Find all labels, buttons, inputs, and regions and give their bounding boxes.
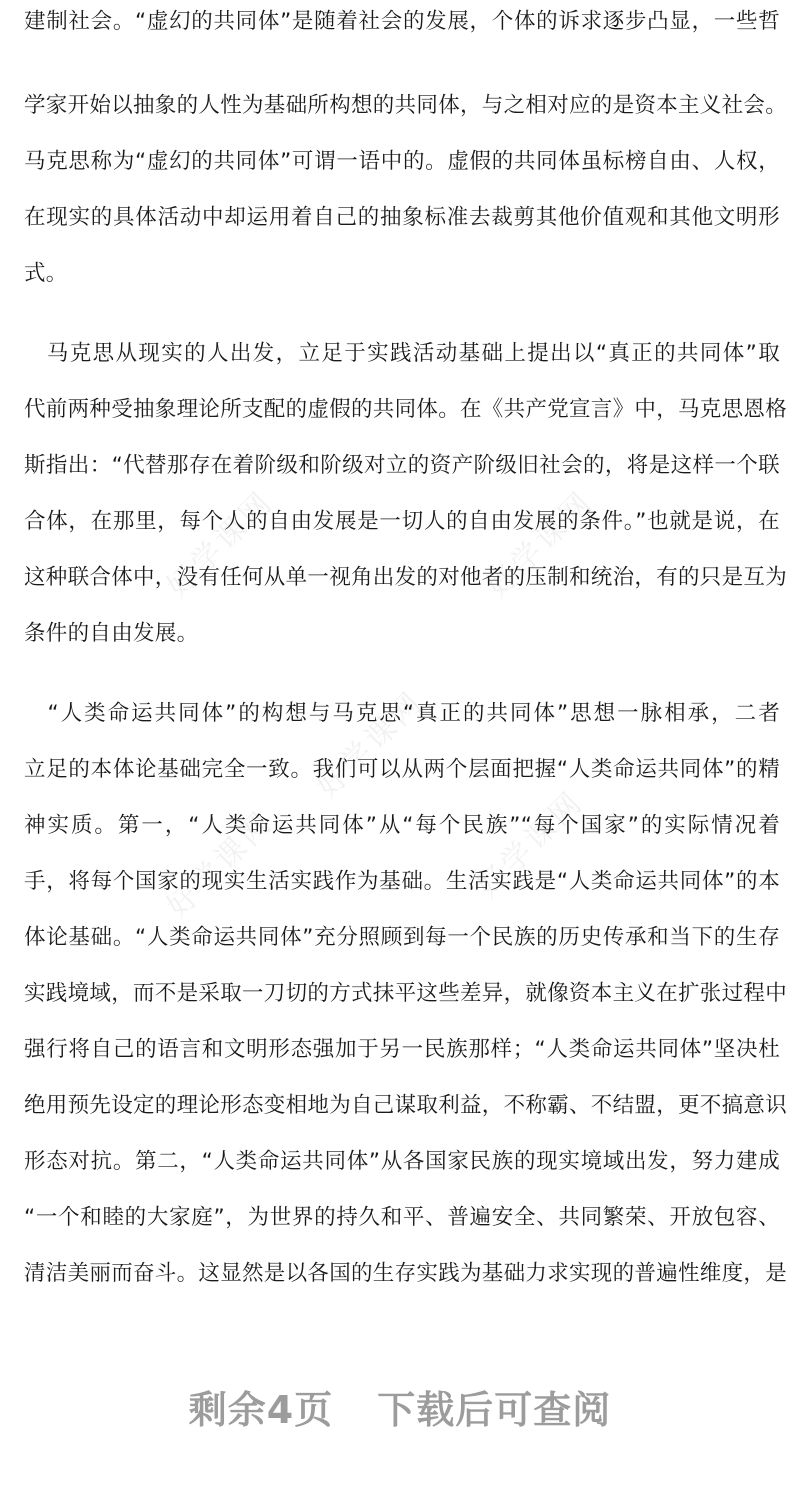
text-line: 代前两种受抽象理论所支配的虚假的共同体。在《共产党宣言》中，马克思恩格 xyxy=(24,397,788,422)
watermark: 好学课网 xyxy=(310,684,431,805)
text-line: 绝用预先设定的理论形态变相地为自己谋取利益，不称霸、不结盟，更不搞意识 xyxy=(24,1093,788,1118)
text-line: “一个和睦的大家庭”，为世界的持久和平、普遍安全、共同繁荣、开放包容、 xyxy=(24,1205,780,1230)
text-line: 手，将每个国家的现实生活实践作为基础。生活实践是“人类命运共同体”的本 xyxy=(24,869,780,894)
text-line: 形态对抗。第二，“人类命运共同体”从各国家民族的现实境域出发，努力建成 xyxy=(24,1149,780,1174)
text-line: 式。 xyxy=(24,261,68,286)
text-line: “人类命运共同体”的构想与马克思“真正的共同体”思想一脉相承，二者 xyxy=(24,701,780,726)
text-line: 实践境域，而不是采取一刀切的方式抹平这些差异，就像资本主义在扩张过程中 xyxy=(24,981,788,1006)
download-prompt[interactable] xyxy=(0,1382,800,1438)
text-line: 立足的本体论基础完全一致。我们可以从两个层面把握“人类命运共同体”的精 xyxy=(24,757,780,782)
text-line: 合体，在那里，每个人的自由发展是一切人的自由发展的条件。”也就是说，在 xyxy=(24,509,780,534)
text-line: 在现实的具体活动中却运用着自己的抽象标准去裁剪其他价值观和其他文明形 xyxy=(24,205,780,230)
text-line: 马克思从现实的人出发，立足于实践活动基础上提出以“真正的共同体”取 xyxy=(24,341,780,366)
remaining-pages-label: 剩余4页 xyxy=(188,1388,334,1432)
text-line: 神实质。第一，“人类命运共同体”从“每个民族”“每个国家”的实际情况着 xyxy=(24,813,780,838)
text-line: 建制社会。“虚幻的共同体”是随着社会的发展，个体的诉求逐步凸显，一些哲 xyxy=(24,9,780,34)
text-line: 马克思称为“虚幻的共同体”可谓一语中的。虚假的共同体虽标榜自由、人权， xyxy=(24,149,780,174)
watermark: 好学课网 xyxy=(480,484,601,605)
text-line: 这种联合体中，没有任何从单一视角出发的对他者的压制和统治，有的只是互为 xyxy=(24,565,788,590)
text-line: 斯指出：“代替那存在着阶级和阶级对立的资产阶级旧社会的，将是这样一个联 xyxy=(24,453,780,478)
download-to-view-label[interactable]: 下载后可查阅 xyxy=(377,1388,612,1432)
watermark: 好学课网 xyxy=(160,804,281,925)
text-line: 强行将自己的语言和文明形态强加于另一民族那样；“人类命运共同体”坚决杜 xyxy=(24,1037,780,1062)
watermark: 好学课网 xyxy=(160,484,281,605)
watermark: 好学课网 xyxy=(470,784,591,905)
text-line: 条件的自由发展。 xyxy=(24,621,199,646)
text-line: 学家开始以抽象的人性为基础所构想的共同体，与之相对应的是资本主义社会。 xyxy=(24,93,788,118)
text-line: 体论基础。“人类命运共同体”充分照顾到每一个民族的历史传承和当下的生存 xyxy=(24,925,780,950)
text-line: 清洁美丽而奋斗。这显然是以各国的生存实践为基础力求实现的普遍性维度，是 xyxy=(24,1261,788,1286)
